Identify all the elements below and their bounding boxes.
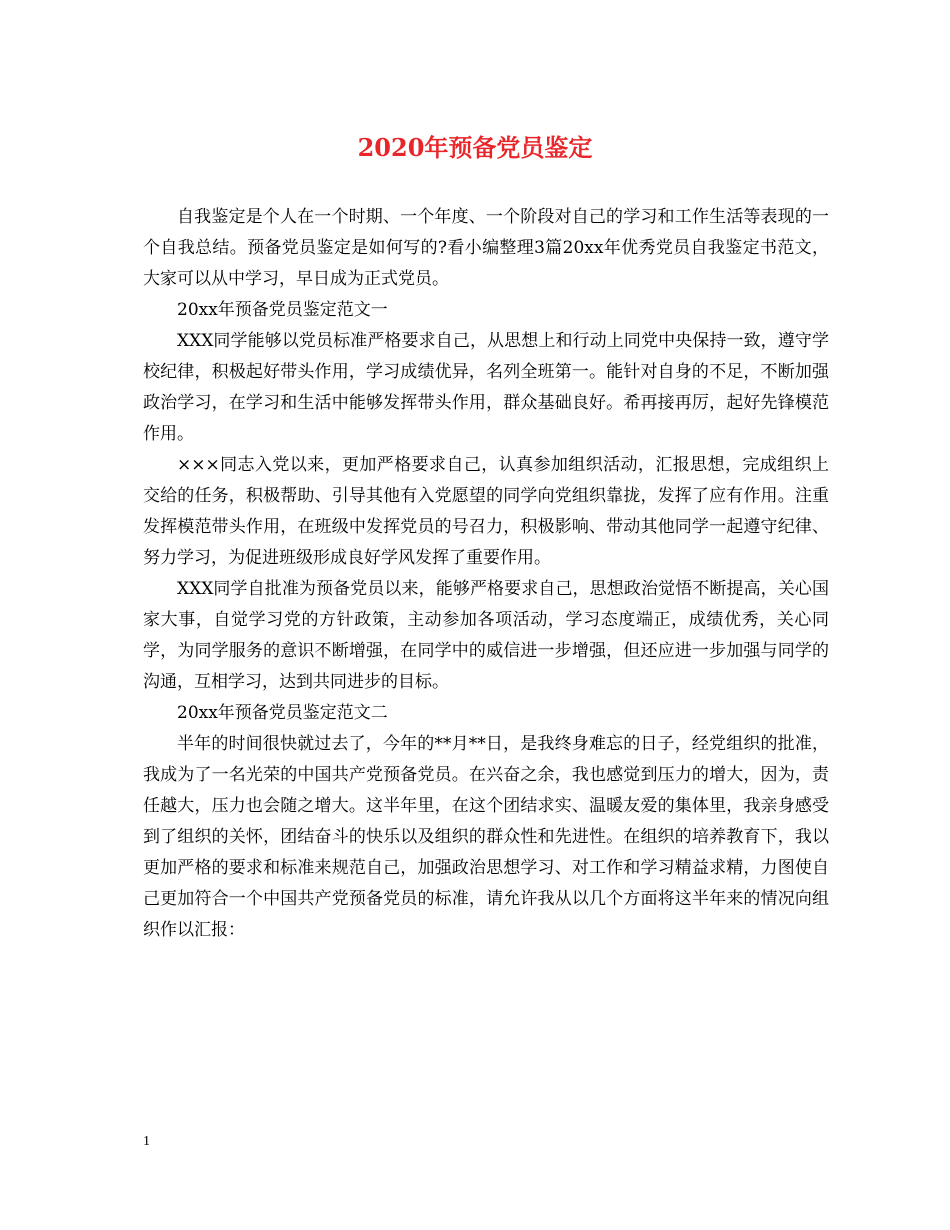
body-paragraph: ×××同志入党以来，更加严格要求自己，认真参加组织活动，汇报思想，完成组织上交给的任务，积极帮助、引导其他有入党愿望的同学向党组织靠拢，发挥了应有作用。注重发挥模范带头作用，在班级中发挥党员的号召力，积极影响、带动其他同学一起遵守纪律、努力学习，为促进班级形成良好学风发挥了重要作用。: [143, 455, 829, 568]
page-number: 1: [143, 1134, 150, 1149]
intro-paragraph: 自我鉴定是个人在一个时期、一个年度、一个阶段对自己的学习和工作生活等表现的一个自我总结。预备党员鉴定是如何写的?看小编整理3篇20xx年优秀党员自我鉴定书范文，大家可以从中学习，早日成为正式党员。: [143, 207, 829, 289]
body-paragraph: XXX同学自批准为预备党员以来，能够严格要求自己，思想政治觉悟不断提高，关心国家大事，自觉学习党的方针政策，主动参加各项活动，学习态度端正，成绩优秀，关心同学，为同学服务的意识不断增强，在同学中的威信进一步增强，但还应进一步加强与同学的沟通，互相学习，达到共同进步的目标。: [143, 579, 829, 692]
section-heading-sample-one: 20xx年预备党员鉴定范文一: [177, 300, 388, 320]
document-title: 2020年预备党员鉴定: [357, 133, 593, 162]
section-heading-sample-two: 20xx年预备党员鉴定范文二: [177, 703, 388, 723]
body-paragraph: XXX同学能够以党员标准严格要求自己，从思想上和行动上同党中央保持一致，遵守学校纪律，积极起好带头作用，学习成绩优异，名列全班第一。能针对自身的不足，不断加强政治学习，在学习和生活中能够发挥带头作用，群众基础良好。希再接再厉，起好先锋模范作用。: [143, 331, 829, 444]
document-body: [143, 202, 829, 946]
body-paragraph: 半年的时间很快就过去了，今年的**月**日，是我终身难忘的日子，经党组织的批准，我成为了一名光荣的中国共产党预备党员。在兴奋之余，我也感觉到压力的增大，因为，责任越大，压力也会随之增大。这半年里，在这个团结求实、温暖友爱的集体里，我亲身感受到了组织的关怀，团结奋斗的快乐以及组织的群众性和先进性。在组织的培养教育下，我以更加严格的要求和标准来规范自己，加强政治思想学习、对工作和学习精益求精，力图使自己更加符合一个中国共产党预备党员的标准，请允许我从以几个方面将这半年来的情况向组织作以汇报：: [143, 734, 829, 940]
